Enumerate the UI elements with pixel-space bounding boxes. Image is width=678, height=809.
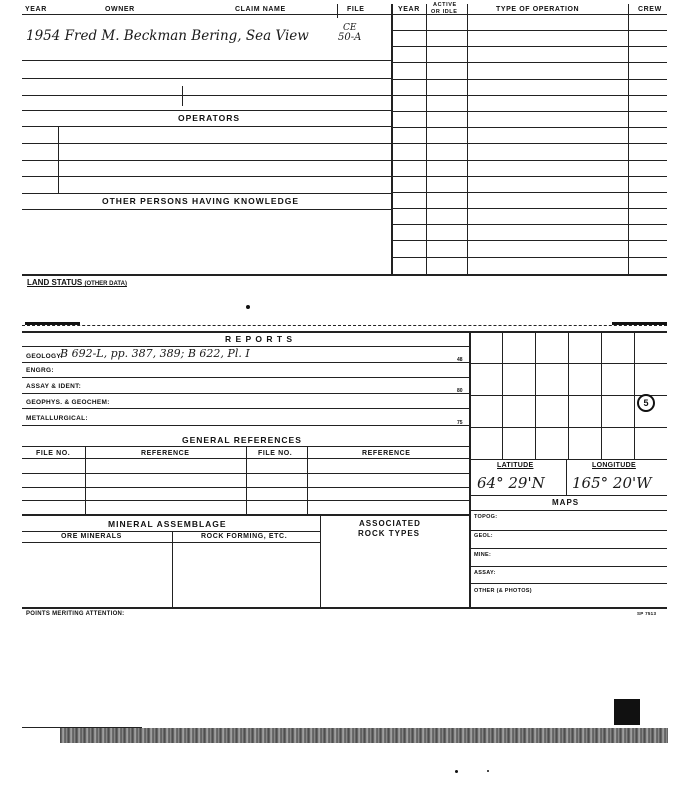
- operators-heading: OPERATORS: [178, 113, 241, 123]
- grid-number: 48: [457, 357, 463, 363]
- grid-number: 80: [457, 388, 463, 394]
- scan-artifact-square: [614, 699, 640, 725]
- geophys-label: GEOPHYS. & GEOCHEM:: [26, 399, 110, 406]
- reports-heading: R E P O R T S: [225, 334, 294, 344]
- header-year: YEAR: [25, 6, 47, 13]
- geology-label: GEOLOGY:: [26, 353, 63, 360]
- header-active: ACTIVE: [433, 2, 457, 8]
- other-persons-heading: OTHER PERSONS HAVING KNOWLEDGE: [102, 196, 300, 206]
- header-owner: OWNER: [105, 6, 135, 13]
- points-meriting-label: POINTS MERITING ATTENTION:: [26, 611, 125, 617]
- handwritten-entry: 1954 Fred M. Beckman Bering, Sea View: [26, 28, 309, 44]
- reference-header-1: REFERENCE: [141, 450, 190, 457]
- file-no-header-1: FILE NO.: [36, 450, 71, 457]
- top-border: [22, 14, 667, 15]
- header-file: FILE: [347, 6, 365, 13]
- header-type-of-operation: TYPE OF OPERATION: [496, 6, 580, 13]
- topog-label: TOPOG:: [474, 514, 498, 520]
- geology-value: B 692-L, pp. 387, 389; B 622, Pl. I: [60, 347, 250, 360]
- scan-noise-band: [60, 728, 668, 743]
- mine-label: MINE:: [474, 552, 492, 558]
- top-section-bottom: [22, 274, 667, 276]
- rock-types-heading: ROCK TYPES: [358, 529, 421, 538]
- main-divider: [391, 4, 393, 276]
- associated-heading: ASSOCIATED: [359, 519, 421, 528]
- file-no-header-2: FILE NO.: [258, 450, 293, 457]
- mineral-assemblage-heading: MINERAL ASSEMBLAGE: [108, 519, 227, 529]
- header-year-2: YEAR: [398, 6, 420, 13]
- land-status-sub: (OTHER DATA): [84, 281, 127, 287]
- latitude-label: LATITUDE: [497, 462, 534, 469]
- longitude-value: 165° 20'W: [572, 474, 652, 492]
- assay-label: ASSAY:: [474, 570, 496, 576]
- assay-ident-label: ASSAY & IDENT:: [26, 383, 82, 390]
- latitude-value: 64° 29'N: [477, 474, 545, 492]
- maps-heading: MAPS: [552, 498, 580, 507]
- engrg-label: ENGRG:: [26, 367, 54, 374]
- longitude-label: LONGITUDE: [592, 462, 636, 469]
- rock-forming-header: ROCK FORMING, ETC.: [201, 533, 288, 540]
- form-number: SP 7513: [637, 611, 657, 616]
- grid-number: 75: [457, 420, 463, 426]
- land-status-heading: [27, 278, 127, 287]
- header-or-idle: OR IDLE: [431, 9, 458, 15]
- header-crew: CREW: [638, 6, 662, 13]
- reference-header-2: REFERENCE: [362, 450, 411, 457]
- metallurgical-label: METALLURGICAL:: [26, 415, 88, 422]
- ore-minerals-header: ORE MINERALS: [61, 533, 122, 540]
- circled-number: 5: [637, 394, 655, 412]
- other-photos-label: OTHER (& PHOTOS): [474, 588, 532, 594]
- header-claim-name: CLAIM NAME: [235, 6, 286, 13]
- general-references-heading: GENERAL REFERENCES: [182, 435, 302, 445]
- ink-dot: [246, 305, 250, 309]
- geol-label: GEOL:: [474, 533, 493, 539]
- handwritten-file-1: CE: [343, 23, 357, 33]
- handwritten-file-2: 50-A: [338, 32, 362, 43]
- land-status-label: LAND STATUS: [27, 278, 83, 287]
